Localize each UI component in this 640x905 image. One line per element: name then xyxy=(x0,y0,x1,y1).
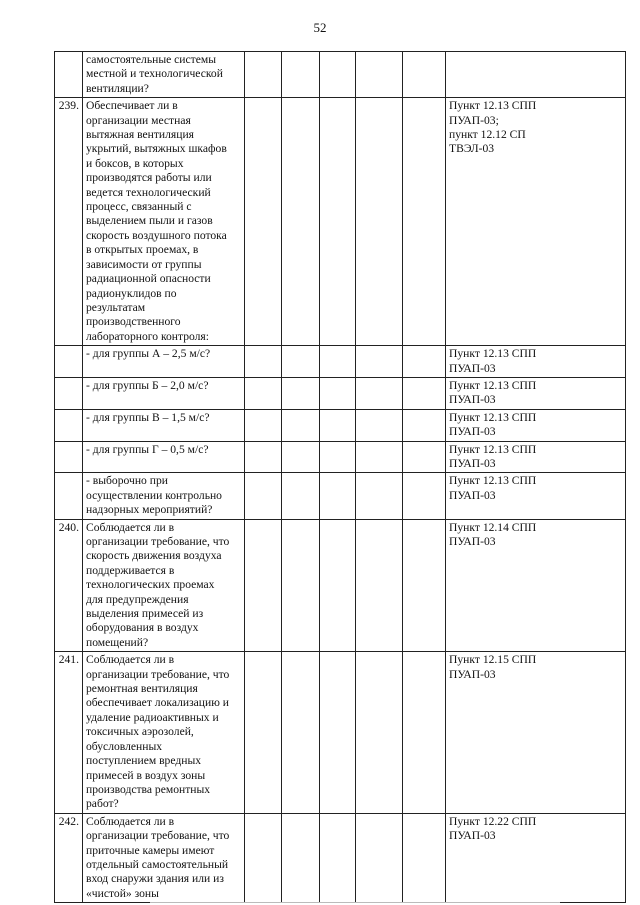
answer-cell xyxy=(356,519,403,652)
note-cell xyxy=(403,377,446,409)
note-cell xyxy=(403,519,446,652)
table-row xyxy=(55,409,626,441)
row-number xyxy=(55,473,83,519)
scan-edge-line xyxy=(150,902,560,903)
row-number: 239. xyxy=(55,98,83,346)
answer-cell xyxy=(282,409,320,441)
row-number xyxy=(55,52,83,98)
answer-cell xyxy=(282,377,320,409)
answer-cell xyxy=(245,346,282,378)
question-text: - для группы Г – 0,5 м/с? xyxy=(83,441,245,473)
note-cell xyxy=(403,52,446,98)
answer-cell xyxy=(320,377,356,409)
answer-cell xyxy=(320,98,356,346)
question-text: - для группы Б – 2,0 м/с? xyxy=(83,377,245,409)
answer-cell xyxy=(356,98,403,346)
table-row xyxy=(55,441,626,473)
question-text: Соблюдается ли в организации требование, что приточные камеры имеют отдельный самостоятельный вход снаружи здания или из «чистой» зоны xyxy=(83,813,245,902)
legal-reference: Пункт 12.14 СПП ПУАП-03 xyxy=(446,519,626,652)
note-cell xyxy=(403,473,446,519)
row-number: 240. xyxy=(55,519,83,652)
answer-cell xyxy=(245,473,282,519)
note-cell xyxy=(403,98,446,346)
answer-cell xyxy=(320,346,356,378)
row-number xyxy=(55,346,83,378)
answer-cell xyxy=(245,813,282,902)
answer-cell xyxy=(356,473,403,519)
answer-cell xyxy=(282,98,320,346)
question-text: Обеспечивает ли в организации местная вытяжная вентиляция укрытий, вытяжных шкафов и боксов, в которых производятся работы или ведется технологический процесс, связанный с выделением пыли и газов скорость воздушного потока в открытых проемах, в зависимости от группы радиационной опасности радионуклидов по результатам производственного лабораторного контроля: xyxy=(83,98,245,346)
table-row xyxy=(55,652,626,813)
table-row xyxy=(55,98,626,346)
answer-cell xyxy=(282,519,320,652)
answer-cell xyxy=(320,52,356,98)
question-text: - для группы В – 1,5 м/с? xyxy=(83,409,245,441)
legal-reference: Пункт 12.15 СПП ПУАП-03 xyxy=(446,652,626,813)
legal-reference: Пункт 12.13 СПП ПУАП-03 xyxy=(446,473,626,519)
answer-cell xyxy=(320,409,356,441)
table-row xyxy=(55,377,626,409)
answer-cell xyxy=(282,441,320,473)
table-row xyxy=(55,346,626,378)
legal-reference: Пункт 12.13 СПП ПУАП-03 xyxy=(446,409,626,441)
question-text: - выборочно при осуществлении контрольно надзорных мероприятий? xyxy=(83,473,245,519)
note-cell xyxy=(403,346,446,378)
answer-cell xyxy=(356,441,403,473)
checklist-table xyxy=(54,51,626,903)
table-row xyxy=(55,473,626,519)
answer-cell xyxy=(320,441,356,473)
row-number: 242. xyxy=(55,813,83,902)
row-number: 241. xyxy=(55,652,83,813)
answer-cell xyxy=(245,377,282,409)
table-row xyxy=(55,519,626,652)
answer-cell xyxy=(245,652,282,813)
answer-cell xyxy=(245,409,282,441)
question-text: - для группы А – 2,5 м/с? xyxy=(83,346,245,378)
note-cell xyxy=(403,441,446,473)
legal-reference: Пункт 12.22 СПП ПУАП-03 xyxy=(446,813,626,902)
answer-cell xyxy=(320,519,356,652)
answer-cell xyxy=(320,473,356,519)
legal-reference: Пункт 12.13 СПП ПУАП-03 xyxy=(446,377,626,409)
answer-cell xyxy=(320,813,356,902)
answer-cell xyxy=(282,473,320,519)
answer-cell xyxy=(356,652,403,813)
row-number xyxy=(55,377,83,409)
legal-reference: Пункт 12.13 СПП ПУАП-03 xyxy=(446,441,626,473)
note-cell xyxy=(403,813,446,902)
answer-cell xyxy=(320,652,356,813)
note-cell xyxy=(403,652,446,813)
question-text: самостоятельные системы местной и технологической вентиляции? xyxy=(83,52,245,98)
table-row xyxy=(55,813,626,902)
answer-cell xyxy=(356,813,403,902)
legal-reference: Пункт 12.13 СПП ПУАП-03; пункт 12.12 СП ТВЭЛ-03 xyxy=(446,98,626,346)
answer-cell xyxy=(356,377,403,409)
note-cell xyxy=(403,409,446,441)
answer-cell xyxy=(245,98,282,346)
row-number xyxy=(55,409,83,441)
question-text: Соблюдается ли в организации требование, что скорость движения воздуха поддерживается в технологических проемах для предупреждения выделения примесей из оборудования в воздух помещений? xyxy=(83,519,245,652)
answer-cell xyxy=(282,346,320,378)
answer-cell xyxy=(282,813,320,902)
legal-reference: Пункт 12.13 СПП ПУАП-03 xyxy=(446,346,626,378)
table-row xyxy=(55,52,626,98)
answer-cell xyxy=(356,409,403,441)
page-number: 52 xyxy=(313,20,327,35)
answer-cell xyxy=(245,519,282,652)
row-number xyxy=(55,441,83,473)
answer-cell xyxy=(282,52,320,98)
answer-cell xyxy=(245,441,282,473)
answer-cell xyxy=(282,652,320,813)
question-text: Соблюдается ли в организации требование, что ремонтная вентиляция обеспечивает локализацию и удаление радиоактивных и токсичных аэрозолей, обусловленных поступлением вредных примесей в воздух зоны производства ремонтных работ? xyxy=(83,652,245,813)
legal-reference xyxy=(446,52,626,98)
answer-cell xyxy=(356,346,403,378)
answer-cell xyxy=(245,52,282,98)
answer-cell xyxy=(356,52,403,98)
